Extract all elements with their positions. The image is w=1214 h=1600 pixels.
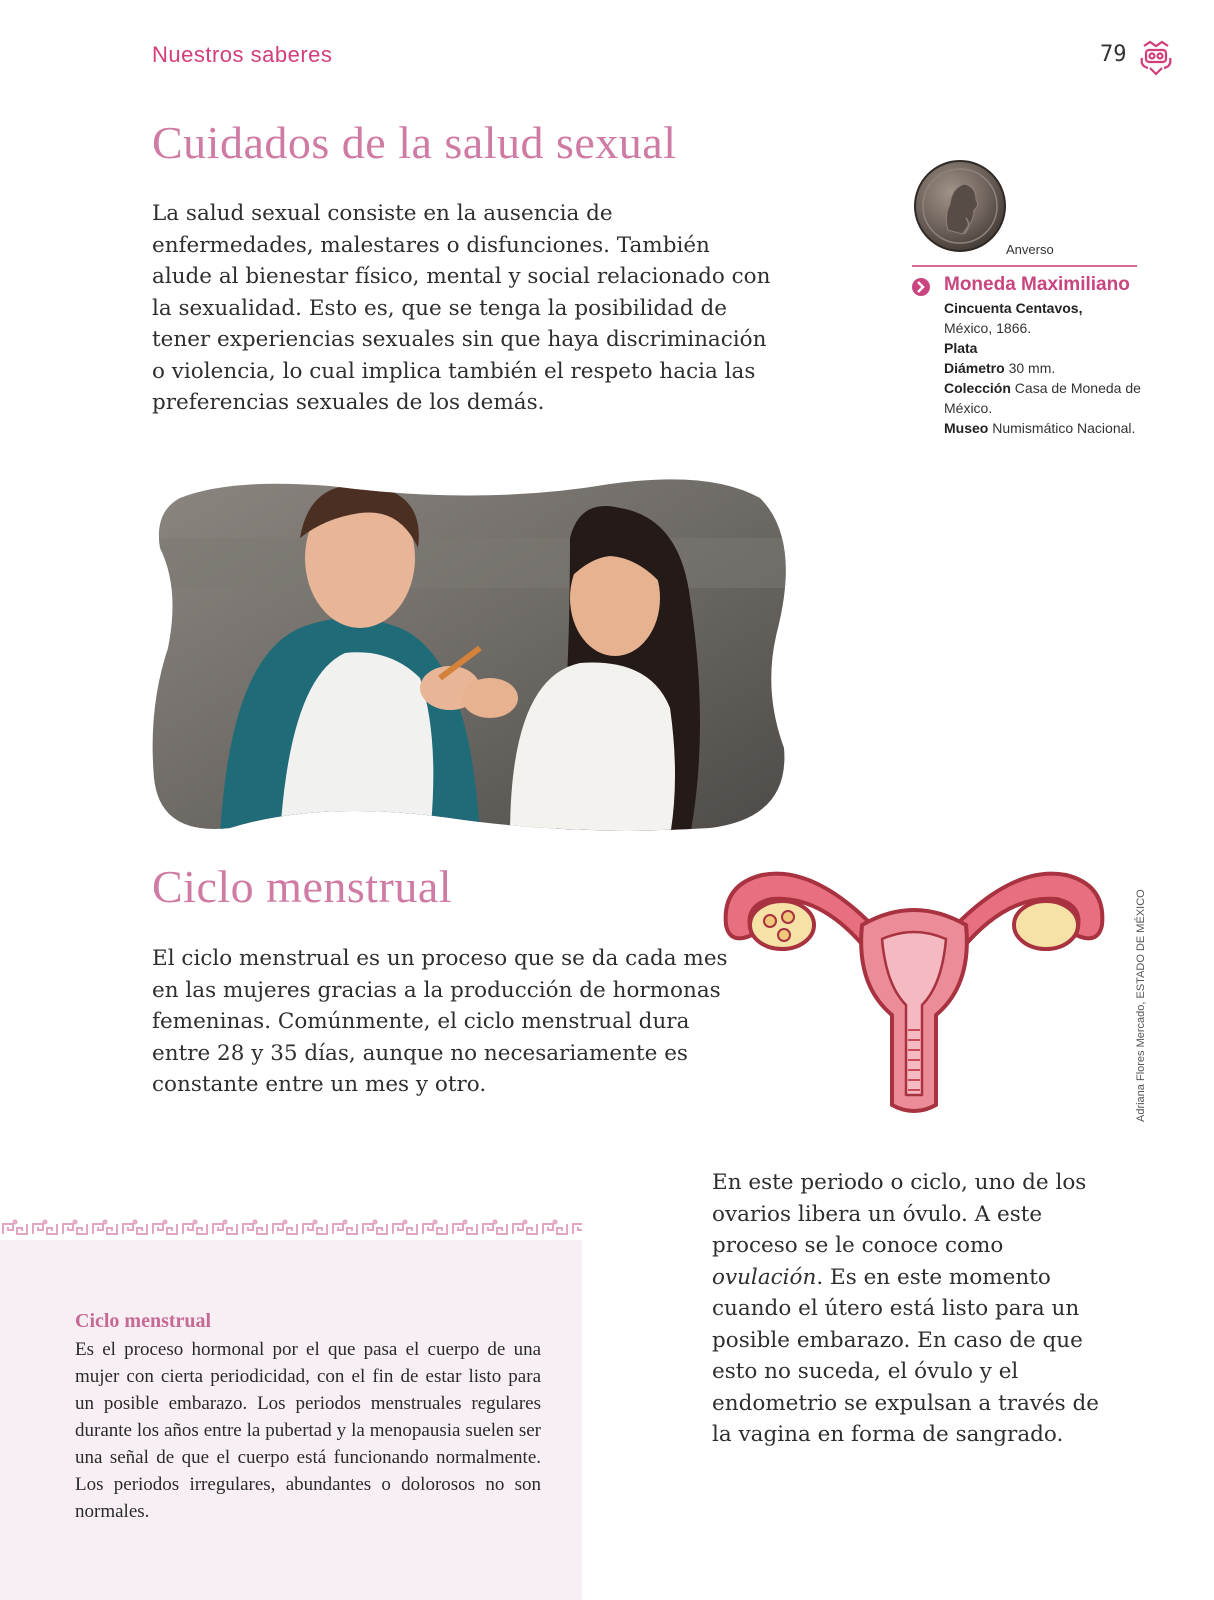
paragraph-ovulacion-part2: . Es en este momento cuando el útero está listo para un posible embarazo. En caso de que esto no suceda, el óvulo y el endometrio se expulsan a través de la vagina en forma de sangrado.: [712, 1264, 1100, 1447]
coin-image: [914, 160, 1006, 252]
coin-museum-value: Numismático Nacional.: [992, 420, 1136, 436]
chevron-right-circle-icon: [911, 277, 931, 297]
uterus-illustration: [722, 855, 1106, 1120]
coin-material: Plata: [944, 340, 978, 356]
paragraph-salud-sexual: La salud sexual consiste en la ausencia de enfermedades, malestares o disfunciones. También alude al bienestar físico, mental y social relacionado con la sexualidad. Esto es, que se tenga la posibilidad de tener experiencias sexuales sin que haya discriminación o violencia, lo cual implica también el respeto hacia las preferencias sexuales de los demás.: [152, 201, 771, 415]
paragraph-ciclo-menstrual: El ciclo menstrual es un proceso que se da cada mes en las mujeres gracias a la producción de hormonas femeninas. Comúnmente, el ciclo menstrual dura entre 28 y 35 días, aunque no necesariamente es constante entre un mes y otro.: [152, 946, 728, 1097]
section-title-salud-sexual: Cuidados de la salud sexual: [152, 117, 677, 168]
aztec-border-pattern: [0, 1218, 582, 1240]
coin-title: Moneda Maximiliano: [944, 274, 1130, 295]
couple-photo: [150, 478, 790, 836]
coin-diameter-value: 30 mm.: [1008, 360, 1056, 376]
term-ovulacion: ovulación: [712, 1264, 817, 1290]
coin-denomination: Cincuenta Centavos,: [944, 300, 1083, 316]
paragraph-ovulacion-part1: En este periodo o ciclo, uno de los ovarios libera un óvulo. A este proceso se le conoce como: [712, 1170, 1087, 1258]
page-number: 79: [1100, 42, 1127, 67]
paragraph-ovulacion: [712, 1167, 1112, 1451]
coin-collection-label: Colección: [944, 380, 1011, 396]
coin-side-label: Anverso: [1006, 242, 1054, 257]
coin-collection-value: Casa de Moneda de México.: [944, 380, 1141, 416]
glossary-term: Ciclo menstrual: [75, 1310, 212, 1332]
glossary-definition: Es el proceso hormonal por el que pasa el cuerpo de una mujer con cierta periodicidad, con el fin de estar listo para un posible embarazo. Los periodos menstruales regulares durante los años entre la pubertad y la menopausia suelen ser una señal de que el cuerpo está funcionando normalmente. Los periodos irregulares, abundantes o dolorosos no son normales.: [75, 1339, 541, 1522]
coin-museum-label: Museo: [944, 420, 989, 436]
coin-details: [944, 298, 1144, 438]
section-tag: Nuestros saberes: [152, 42, 333, 67]
coin-card-divider: [912, 265, 1137, 267]
coin-place-date: México, 1866.: [944, 320, 1032, 336]
coin-diameter-label: Diámetro: [944, 360, 1005, 376]
illustration-credit: Adriana Flores Mercado, ESTADO DE MÉXICO: [1135, 889, 1147, 1122]
aztec-ornament-icon: [1138, 38, 1174, 78]
section-title-ciclo-menstrual: Ciclo menstrual: [152, 861, 453, 912]
